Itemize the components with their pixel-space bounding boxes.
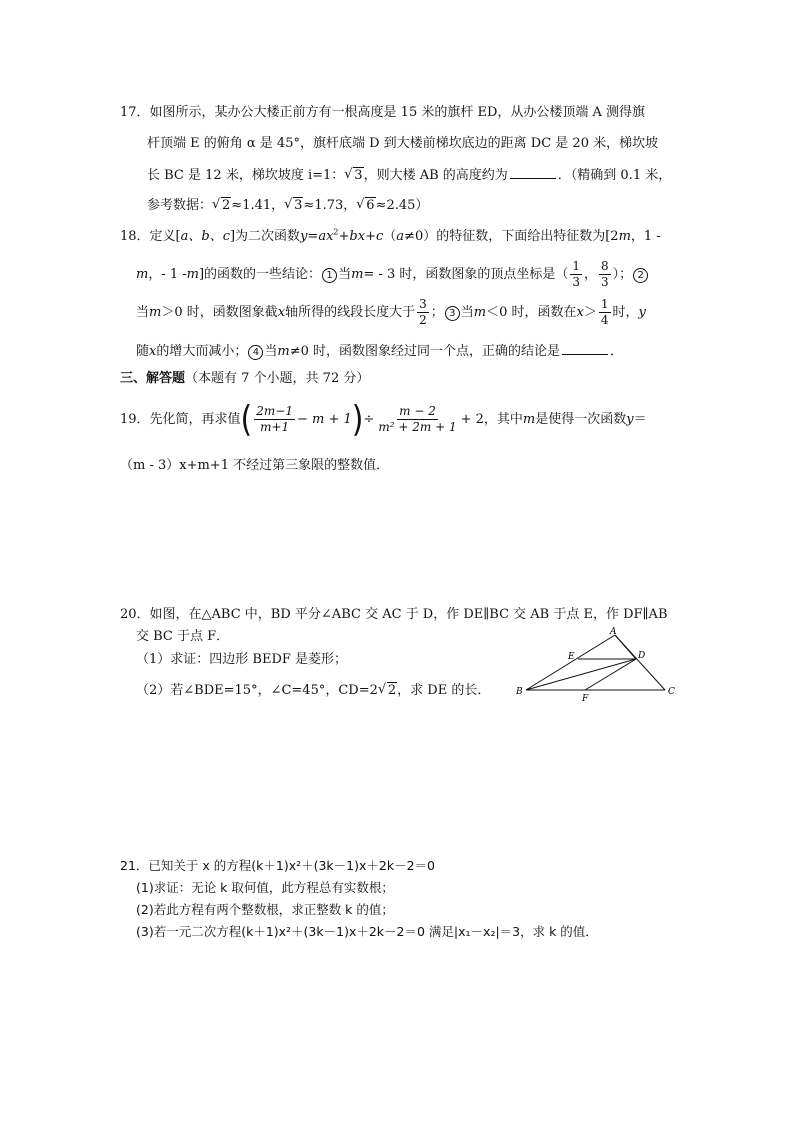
q18-text: ． <box>610 344 624 359</box>
fraction: $\frac{1}{4}$ <box>600 297 609 327</box>
q17-line3 <box>147 166 671 185</box>
sqrt-symbol: √ 6 <box>356 197 375 215</box>
q18-text: 随 <box>136 344 150 359</box>
q18-var: m <box>136 267 149 282</box>
q20-line2: 交 BC 于点 F． <box>136 629 230 644</box>
right-paren: ) <box>351 397 364 440</box>
q17-text: ．（精确到 0.1 米， <box>557 168 672 183</box>
q18-text: 的增大而减小； <box>156 344 248 359</box>
q18-line3 <box>136 297 646 328</box>
fraction: $\frac{3}{2}$ <box>419 297 427 327</box>
q18-line2 <box>136 259 649 290</box>
q18-text: 18．定义[ <box>120 229 181 244</box>
q18-text: 当 <box>338 267 352 282</box>
q20-line3: （1）求证：四边形 BEDF 是菱形； <box>136 652 348 667</box>
q18-var: m <box>277 344 290 359</box>
q18-text: 时， <box>612 305 639 320</box>
sqrt-symbol: √ 2 <box>212 197 231 215</box>
q18-var: a <box>396 229 405 244</box>
section-note: （本题有 7 个小题，共 72 分） <box>185 371 370 386</box>
q19-var: m <box>522 412 536 427</box>
q17-line2: 杆顶端 E 的俯角 α 是 45°，旗杆底端 D 到大楼前梯坎底边的距离 DC 是 20 米，梯坎坡 <box>147 136 659 151</box>
answer-blank <box>562 342 608 355</box>
label-D: D <box>638 651 646 661</box>
q20-line4 <box>136 682 490 700</box>
q20-line1: 20．如图，在△ABC 中，BD 平分∠ABC 交 AC 于 D，作 DE∥BC 交 AB 于点 E，作 DF∥AB <box>120 607 668 622</box>
triangle-figure <box>514 627 684 707</box>
q21-line1: 21．已知关于 x 的方程(k＋1)x²＋(3k－1)x＋2k－2＝0 <box>120 858 435 873</box>
q18-text: ，- 1 - <box>148 267 187 282</box>
q18-text: ≠0 时，函数图象经过同一个点，正确的结论是 <box>289 344 561 359</box>
q17-text: ≈1.73， <box>303 198 357 213</box>
q18-var: c <box>375 229 384 244</box>
q18-var: m <box>186 267 199 282</box>
q18-text: ， <box>584 267 598 282</box>
q18-text: ； <box>430 305 444 320</box>
q18-text: ）； <box>612 267 633 282</box>
label-E: E <box>568 652 575 662</box>
q19-text: 是使得一次函数 <box>535 412 627 427</box>
segment-DF <box>585 659 636 690</box>
q18-var: y <box>638 305 646 320</box>
q18-text: 轴所得的线段长度大于 <box>285 305 416 320</box>
divide-symbol: ÷ <box>363 412 375 427</box>
circled-number-1: 1 <box>322 268 337 283</box>
fraction: $\frac{2m-1}{m+1}$ <box>256 404 293 434</box>
label-F: F <box>582 694 589 704</box>
q17-line1: 17．如图所示，某办公大楼正前方有一根高度是 15 米的旗杆 ED，从办公楼顶端 A 测得旗 <box>120 105 646 120</box>
q18-text: = <box>307 229 319 244</box>
q21-line2: (1)求证：无论 k 取何值，此方程总有实数根； <box>136 880 394 895</box>
fraction: $\frac{8}{3}$ <box>601 259 609 289</box>
q18-line4 <box>136 342 623 361</box>
q18-text: ]为二次函数 <box>229 229 301 244</box>
q18-text: ≠0）的特征数，下面给出特征数为[2 <box>404 229 619 244</box>
q18-var: y <box>300 229 308 244</box>
q18-text: 当 <box>264 344 278 359</box>
q17-text: ，则大楼 AB 的高度约为 <box>363 168 508 183</box>
q19-text: 19．先化简，再求值 <box>120 412 241 427</box>
exponent: 2 <box>333 227 339 237</box>
q17-line4 <box>147 197 428 215</box>
section-heading <box>120 370 369 388</box>
segment-BA <box>526 635 615 690</box>
q18-text: 当 <box>460 305 474 320</box>
q17-text: 长 BC 是 12 米，梯坎坡度 i=1： <box>147 168 345 183</box>
q18-text: 当 <box>136 305 150 320</box>
q19-text: ＝ <box>633 412 647 427</box>
q18-var: a、b、c <box>180 229 230 244</box>
q18-var: m <box>149 305 162 320</box>
q18-var: m <box>351 267 364 282</box>
label-C: C <box>668 687 675 697</box>
fraction: $\frac{m - 2}{\text{m² + 2m + 1}}$ <box>378 404 457 434</box>
q18-var: bx <box>349 229 366 244</box>
label-B: B <box>516 687 523 697</box>
left-paren: ( <box>240 397 253 440</box>
q17-text: 参考数据： <box>147 198 213 213</box>
q17-text: ≈1.41， <box>231 198 285 213</box>
q18-text: ，1 - <box>630 229 661 244</box>
q18-text: + <box>365 229 376 244</box>
q19-expr: + 2 <box>460 412 484 427</box>
segment-EA-extra <box>615 635 636 659</box>
q21-line3: (2)若此方程有两个整数根，求正整数 k 的值； <box>136 902 394 917</box>
sqrt-symbol: √ 2 <box>378 682 397 700</box>
q19-var: y <box>626 412 634 427</box>
sqrt-symbol: √ 3 <box>344 167 363 185</box>
q18-var: x <box>149 344 157 359</box>
q18-text: + <box>338 229 350 244</box>
q18-var: m <box>618 229 631 244</box>
q20-text: （2）若∠BDE=15°，∠C=45°，CD=2 <box>136 683 378 698</box>
q18-text: ＜0 时，函数在 <box>486 305 577 320</box>
fraction: $\frac{1}{3}$ <box>572 259 581 289</box>
q18-text: ＞ <box>583 305 597 320</box>
q17-text: ≈2.45） <box>375 198 429 213</box>
q18-var: x <box>576 305 584 320</box>
q18-text: ＞0 时，函数图象截 <box>161 305 278 320</box>
q18-text: = - 3 时，函数图象的顶点坐标是（ <box>363 267 569 282</box>
q18-line1 <box>120 228 661 246</box>
label-A: A <box>610 627 617 637</box>
q21-line4: (3)若一元二次方程(k＋1)x²＋(3k－1)x＋2k－2＝0 满足|x₁－x₂|＝3，求 k 的值． <box>136 924 598 939</box>
circled-number-4: 4 <box>248 345 263 360</box>
q19-line1 <box>120 398 647 442</box>
circled-number-2: 2 <box>633 268 648 283</box>
q18-var: m <box>473 305 487 320</box>
q19-text: ，其中 <box>483 412 523 427</box>
answer-blank <box>510 166 556 179</box>
segment-BD <box>526 659 636 690</box>
q19-line2: （m - 3）x+m+1 不经过第三象限的整数值． <box>120 458 390 473</box>
section-title: 三、解答题 <box>120 371 186 386</box>
q19-expr: − m + 1 <box>296 412 352 427</box>
sqrt-symbol: √ 3 <box>284 197 303 215</box>
q18-var: x <box>277 305 286 320</box>
circled-number-3: 3 <box>445 306 460 321</box>
q18-text: （ <box>383 229 397 244</box>
q18-var: ax <box>318 229 334 244</box>
q18-text: ]的函数的一些结论： <box>198 267 322 282</box>
q20-text: ，求 DE 的长． <box>397 683 491 698</box>
